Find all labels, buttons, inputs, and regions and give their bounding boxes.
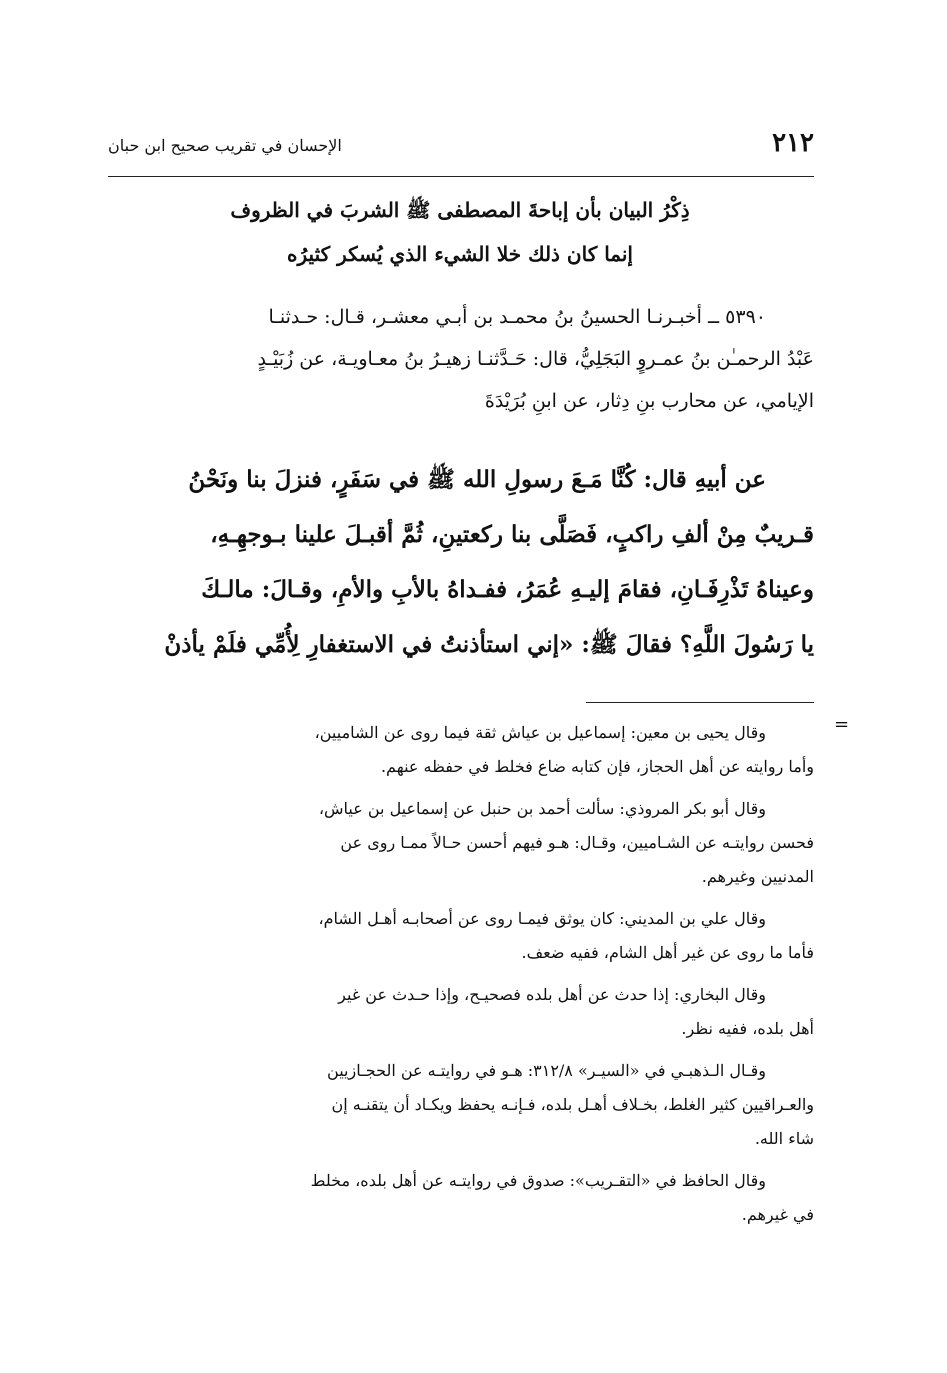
footnote-paragraph	[108, 1054, 814, 1156]
hadith-matn	[108, 452, 814, 672]
chapter-title-line: ذِكْرُ البيان بأن إباحةَ المصطفى ﷺ الشربَ في الظروف	[230, 198, 690, 222]
footnote-line: شاء الله.	[754, 1129, 814, 1148]
footnote-separator	[586, 702, 814, 703]
footnote-line: وقال يحيى بن معين: إسماعيل بن عياش ثقة فيما روى عن الشاميين،	[314, 723, 766, 742]
footnote-line: وقال أبو بكر المروذي: سألت أحمد بن حنبل عن إسماعيل بن عياش،	[318, 799, 766, 818]
footnote-paragraph	[108, 716, 814, 784]
footnote-paragraph	[108, 792, 814, 894]
footnote-continuation-marker: =	[834, 714, 850, 735]
running-header	[108, 128, 814, 172]
footnote-line: وقـال الـذهبـي في «السيـر» ٣١٢/٨: هـو في روايتـه عن الحجـازيين	[327, 1061, 766, 1080]
footnote-line: وقال علي بن المديني: كان يوثق فيمـا روى عن أصحابـه أهـل الشام،	[318, 909, 766, 928]
matn-line: يا رَسُولَ اللَّهِ؟ فقالَ ﷺ: «إني استأذنتُ في الاستغفارِ لِأُمِّي فلَمْ يأذنْ	[164, 631, 814, 658]
footnote-paragraph	[108, 1164, 814, 1232]
footnote-line: أهل بلده، ففيه نظر.	[681, 1019, 814, 1038]
header-rule	[108, 176, 814, 177]
footnote-line: المدنيين وغيرهم.	[701, 867, 814, 886]
matn-line: وعيناهُ تَذْرِفَـانِ، فقامَ إليـهِ عُمَرُ، ففـداهُ بالأبِ والأمِ، وقـالَ: مالـكَ	[201, 576, 814, 603]
isnad-line: الإيامي، عن محارب بنِ دِثار، عن ابنِ بُرَيْدَةَ	[484, 390, 814, 412]
matn-line: قـريبٌ مِنْ ألفِ راكبٍ، فَصَلَّى بنا ركعتينِ، ثُمَّ أقبـلَ علينا بـوجهِـهِ،	[210, 521, 814, 548]
footnote-paragraph	[108, 978, 814, 1046]
footnote-line: والعـراقيين كثير الغلط، بخـلاف أهـل بلده، فـإنـه يحفظ ويكـاد أن يتقنـه إن	[331, 1095, 814, 1114]
hadith-isnad	[108, 296, 814, 422]
footnotes	[108, 716, 814, 1240]
isnad-line: ٥٣٩٠ ــ أخبـرنـا الحسينُ بنُ محمـد بن أبـي معشـر، قـال: حـدثنـا	[268, 306, 766, 328]
footnote-paragraph	[108, 902, 814, 970]
footnote-line: فحسن روايتـه عن الشـاميين، وقـال: هـو فيهم أحسن حـالاً ممـا روى عن	[340, 833, 814, 852]
footnote-line: في غيرهم.	[741, 1205, 814, 1224]
footnote-line: وقال الحافظ في «التقـريب»: صدوق في روايتـه عن أهل بلده، مخلط	[310, 1171, 766, 1190]
footnote-line: وقال البخاري: إذا حدث عن أهل بلده فصحيـح، وإذا حـدث عن غير	[338, 985, 766, 1004]
footnote-line: وأما روايته عن أهل الحجاز، فإن كتابه ضاع فخلط في حفظه عنهم.	[380, 757, 814, 776]
book-title: الإحسان في تقريب صحيح ابن حبان	[108, 136, 342, 155]
chapter-title	[150, 188, 770, 276]
chapter-title-line: إنما كان ذلك خلا الشيء الذي يُسكر كثيرُه	[287, 242, 633, 266]
matn-line: عن أبيهِ قال: كُنَّا مَـعَ رسولِ الله ﷺ في سَفَرٍ، فنزلَ بنا ونَحْنُ	[188, 466, 766, 493]
isnad-line: عَبْدُ الرحمـٰن بنُ عمـروٍ البَجَلِيُّ، قال: حَـدَّثنـا زهيـرُ بنُ معـاويـة، عن زُبَيْـدٍ	[257, 348, 814, 370]
page-number: ٢١٢	[772, 128, 814, 158]
footnote-line: فأما ما روى عن غير أهل الشام، ففيه ضعف.	[521, 943, 814, 962]
